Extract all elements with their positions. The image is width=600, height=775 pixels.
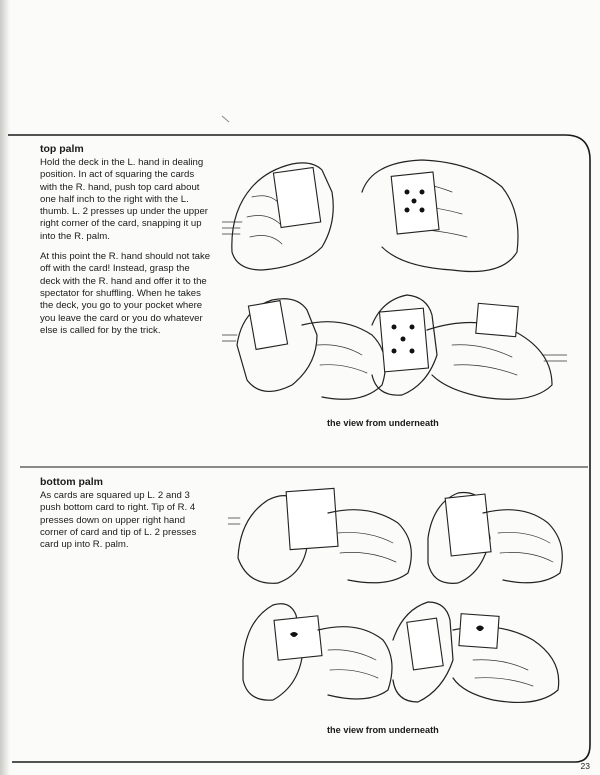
paragraph: Hold the deck in the L. hand in dealing position. In act of squaring the cards with the R. hand, push top card about one half inch to the right with the L. thumb. L. 2 presses up under the upper right corner of the card, snapping it up into the R. palm. [40, 157, 208, 242]
caption-top-palm: the view from underneath [327, 418, 439, 428]
page-number: 23 [580, 761, 590, 771]
section-body-top-palm [40, 157, 212, 345]
hands-underneath-view-icon [222, 285, 567, 410]
section-body-bottom-palm [40, 490, 212, 559]
caption-bottom-palm: the view from underneath [327, 725, 439, 735]
hands-bottom-underneath-icon [228, 590, 573, 715]
hands-squaring-bottom-icon [228, 478, 573, 593]
paragraph: As cards are squared up L. 2 and 3 push bottom card to right. Tip of R. 4 presses down on upper right hand corner of card and tip of L. 2 presses card up into R. palm. [40, 490, 197, 551]
hands-squaring-deck-icon [222, 152, 532, 282]
section-heading-top-palm: top palm [40, 143, 84, 155]
section-heading-bottom-palm: bottom palm [40, 476, 103, 488]
paragraph: At this point the R. hand should not take off with the card! Instead, grasp the deck with the R. hand and offer it to the spectator for shuffling. When he takes the deck, you go to your pocket where you leave the card or you do whatever else is called for by the trick. [40, 251, 211, 336]
